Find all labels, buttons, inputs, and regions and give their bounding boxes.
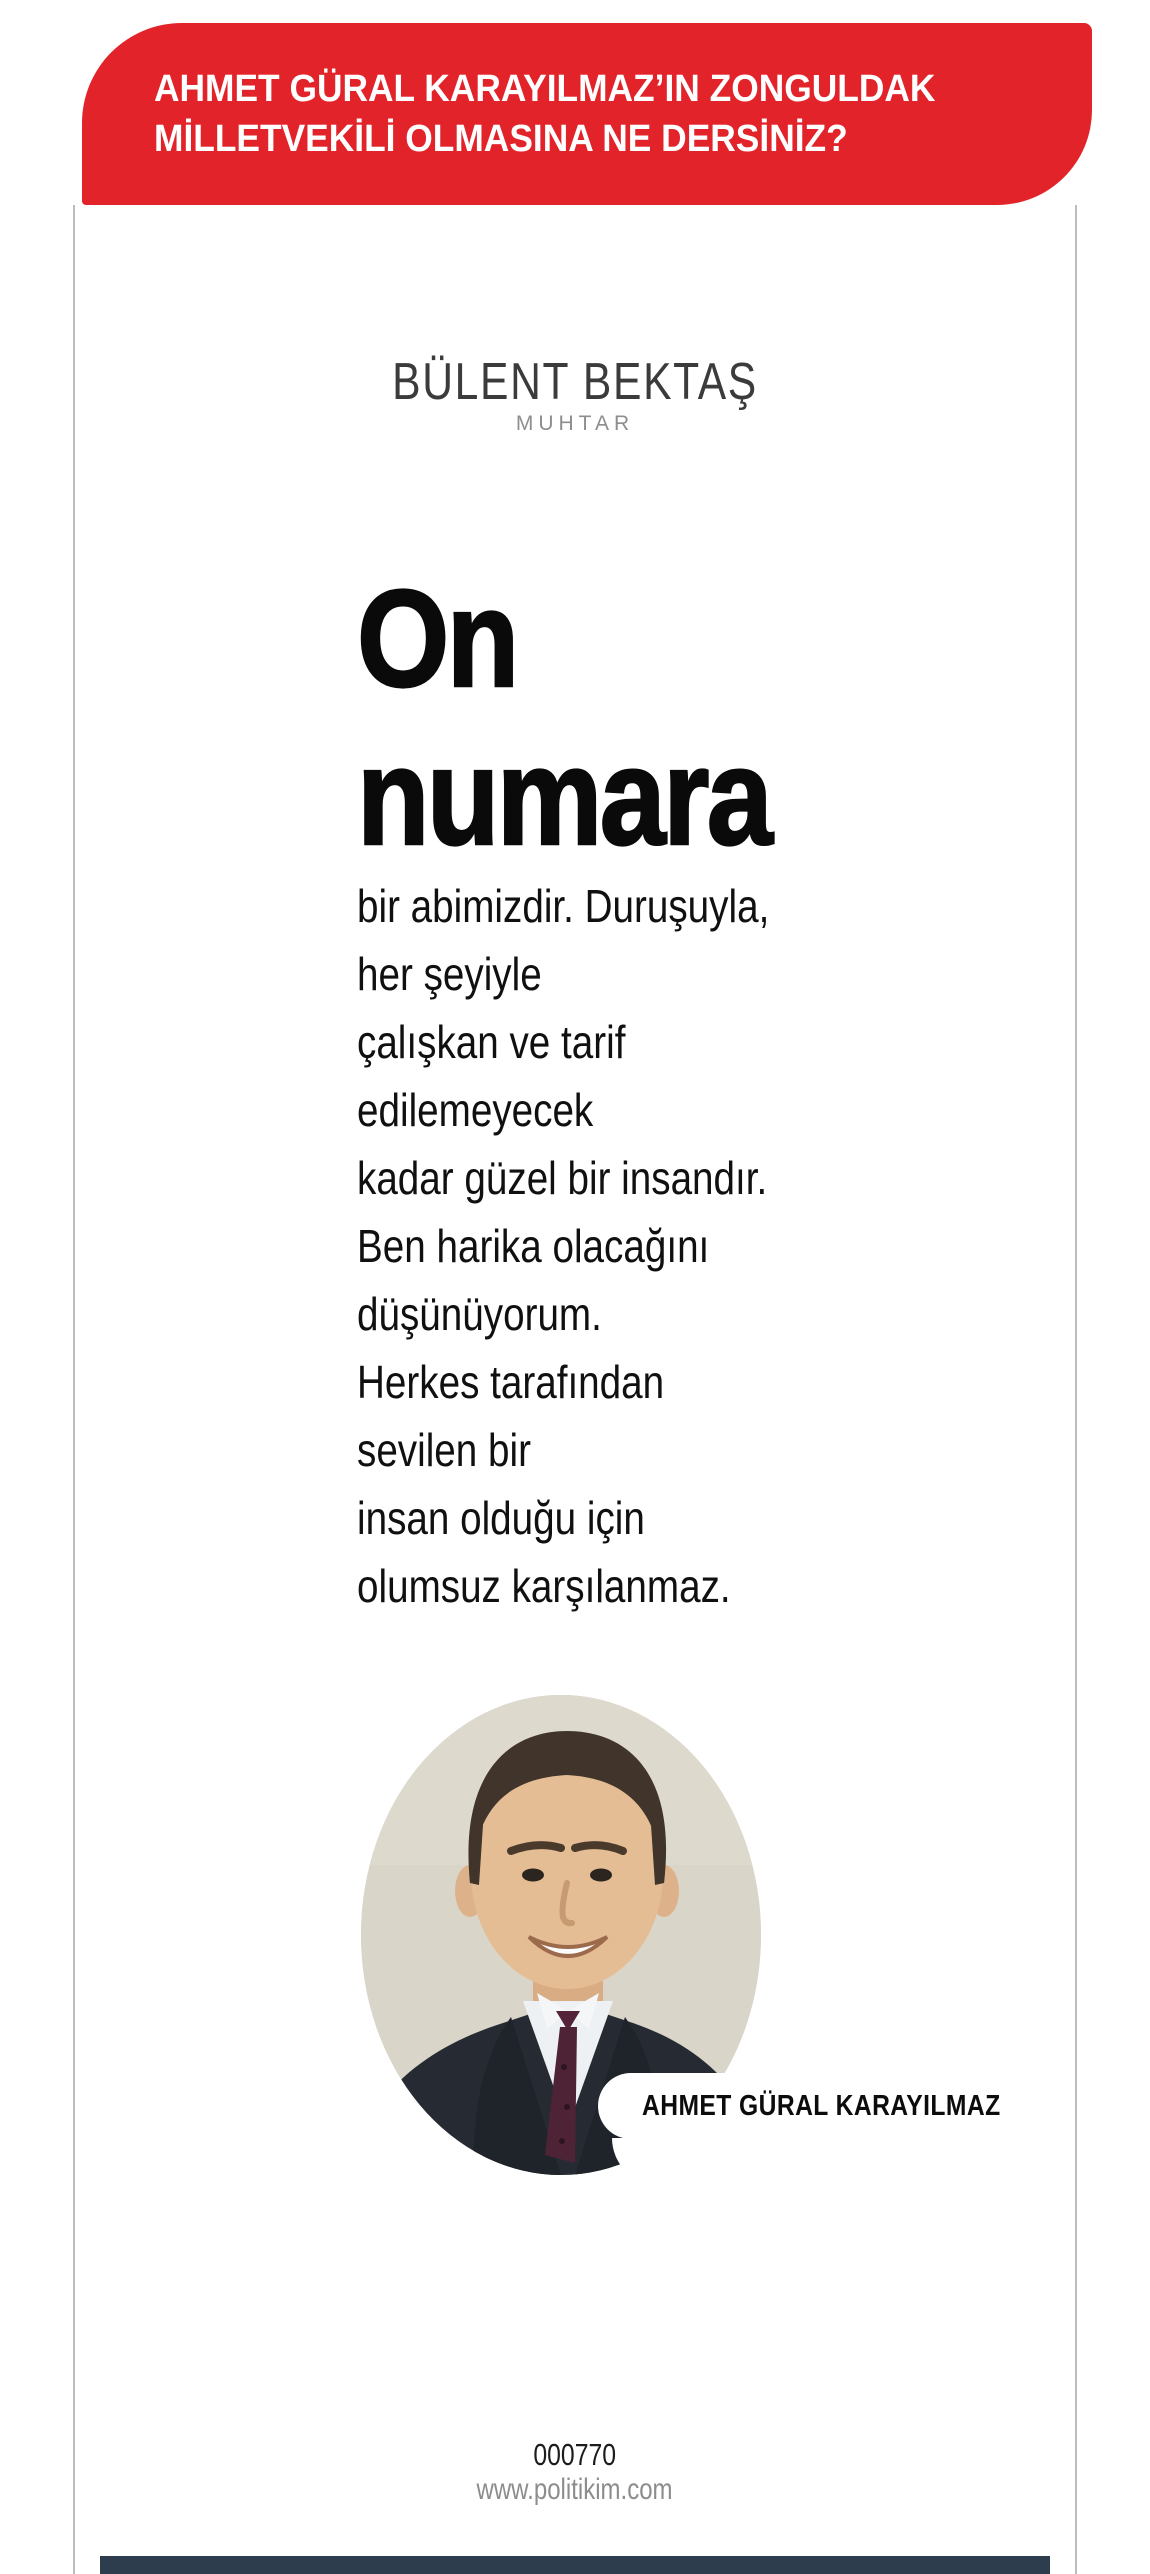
quote-body-line: insan olduğu için bbox=[357, 1492, 645, 1544]
speaker-name bbox=[73, 352, 1077, 412]
quote-body-line: sevilen bir bbox=[357, 1424, 531, 1476]
footer-bar bbox=[100, 2556, 1050, 2574]
question-banner bbox=[82, 23, 1092, 205]
quote-body-line: edilemeyecek bbox=[357, 1084, 594, 1136]
quote-body bbox=[357, 872, 769, 1620]
card-number-text: 000770 bbox=[533, 2437, 617, 2472]
headline-line-1: On bbox=[357, 562, 517, 716]
question-line-2: MİLLETVEKİLİ OLMASINA NE DERSİNİZ? bbox=[154, 118, 848, 160]
question-line-1: AHMET GÜRAL KARAYILMAZ’IN ZONGULDAK bbox=[154, 68, 936, 110]
website-url bbox=[73, 2473, 1077, 2507]
website-url-text: www.politikim.com bbox=[476, 2473, 674, 2506]
speaker-title-text: MUHTAR bbox=[515, 412, 635, 435]
headline-line-2: numara bbox=[357, 720, 771, 874]
speaker-title bbox=[73, 412, 1077, 436]
speaker-name-text: BÜLENT BEKTAŞ bbox=[392, 353, 758, 411]
quote-body-line: Herkes tarafından bbox=[357, 1356, 665, 1408]
quote-body-line: olumsuz karşılanmaz. bbox=[357, 1560, 731, 1612]
quote-headline bbox=[357, 560, 770, 876]
quote-body-line: her şeyiyle bbox=[357, 948, 542, 1000]
quote-body-line: kadar güzel bir insandır. bbox=[357, 1152, 768, 1204]
card-number bbox=[73, 2437, 1077, 2473]
quote-body-line: bir abimizdir. Duruşuyla, bbox=[357, 880, 770, 932]
quote-body-line: çalışkan ve tarif bbox=[357, 1016, 626, 1068]
quote-body-line: Ben harika olacağını bbox=[357, 1220, 710, 1272]
photo-caption-label: AHMET GÜRAL KARAYILMAZ bbox=[642, 2089, 1001, 2122]
quote-body-line: düşünüyorum. bbox=[357, 1288, 602, 1340]
photo-caption-pill bbox=[598, 2073, 1018, 2139]
